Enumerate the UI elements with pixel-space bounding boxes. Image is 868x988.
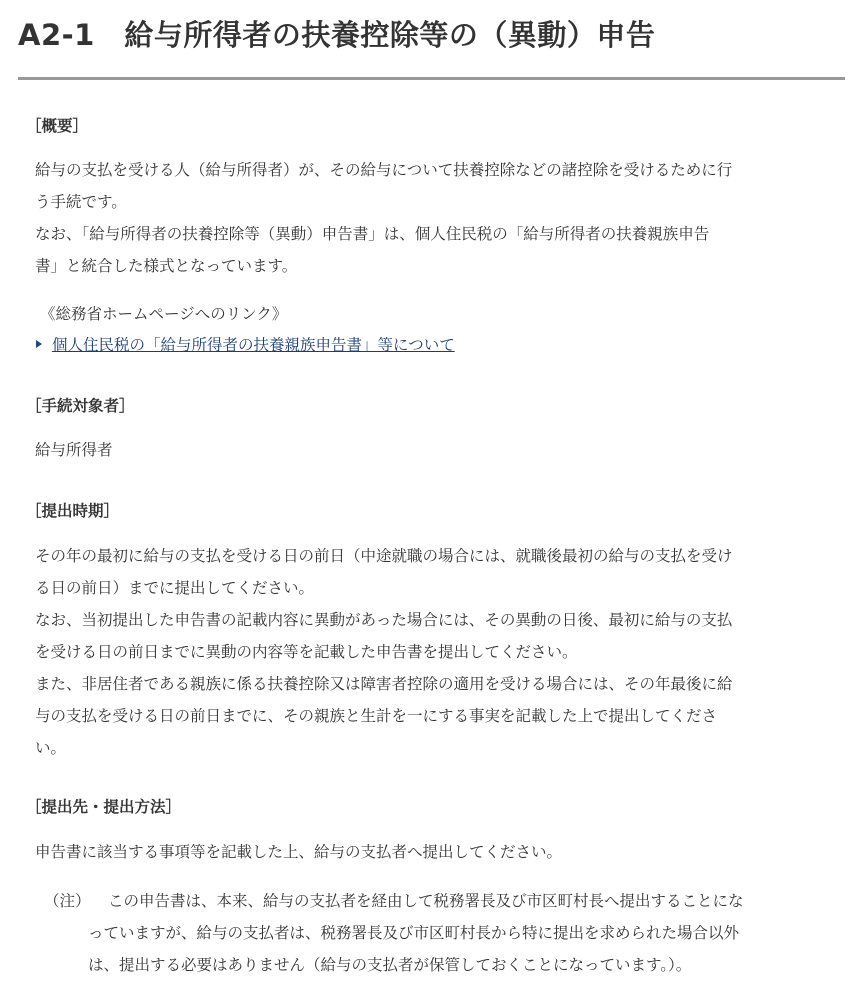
link-row xyxy=(36,330,455,360)
method-line: 申告書に該当する事項等を記載した上、給与の支払者へ提出してください。 xyxy=(35,843,563,861)
timing-heading: ［提出時期］ xyxy=(26,502,120,520)
timing-line: る日の前日）までに提出してください。 xyxy=(35,579,315,597)
timing-line: を受ける日の前日までに異動の内容等を記載した申告書を提出してください。 xyxy=(35,643,578,661)
target-heading: ［手続対象者］ xyxy=(26,397,135,415)
timing-line: また、非居住者である親族に係る扶養控除又は障害者控除の適用を受ける場合には、その年最後に給 xyxy=(35,675,733,693)
overview-heading: ［概要］ xyxy=(26,117,89,135)
note-text xyxy=(88,885,848,981)
timing-line: い。 xyxy=(35,739,67,757)
overview-line: 書」と統合した様式となっています。 xyxy=(35,257,298,275)
page-title: A2-1 給与所得者の扶養控除等の（異動）申告 xyxy=(18,18,656,52)
overview-line: なお、「給与所得者の扶養控除等（異動）申告書」は、個人住民税の「給与所得者の扶養親族申告 xyxy=(35,225,710,243)
triangle-bullet-icon xyxy=(36,340,42,348)
target-text xyxy=(35,434,850,466)
method-heading: ［提出先・提出方法］ xyxy=(26,798,182,816)
note-line: っていますが、給与の支払者は、税務署長及び市区町村長から特に提出を求められた場合以外 xyxy=(88,924,740,942)
external-link-resident-tax[interactable]: 個人住民税の「給与所得者の扶養親族申告書」等について xyxy=(52,336,455,354)
note-line: は、提出する必要はありません（給与の支払者が保管しておくことになっています。）。 xyxy=(88,956,692,974)
note-line: この申告書は、本来、給与の支払者を経由して税務署長及び市区町村長へ提出することにな xyxy=(108,892,744,910)
overview-line: 給与の支払を受ける人（給与所得者）が、その給与について扶養控除などの諸控除を受けるために行 xyxy=(35,161,733,179)
timing-line: その年の最初に給与の支払を受ける日の前日（中途就職の場合には、就職後最初の給与の支払を受け xyxy=(35,547,733,565)
timing-text xyxy=(35,540,850,764)
title-divider xyxy=(18,77,845,80)
note-label: （注） xyxy=(44,892,91,910)
overview-text xyxy=(35,154,850,282)
target-line: 給与所得者 xyxy=(35,441,113,459)
method-text xyxy=(35,836,850,868)
timing-line: 与の支払を受ける日の前日までに、その親族と生計を一にする事実を記載した上で提出してくださ xyxy=(35,707,718,725)
overview-line: う手続です。 xyxy=(35,193,127,211)
timing-line: なお、当初提出した申告書の記載内容に異動があった場合には、その異動の日後、最初に給与の支払 xyxy=(35,611,733,629)
link-caption: 《総務省ホームページへのリンク》 xyxy=(40,305,288,323)
